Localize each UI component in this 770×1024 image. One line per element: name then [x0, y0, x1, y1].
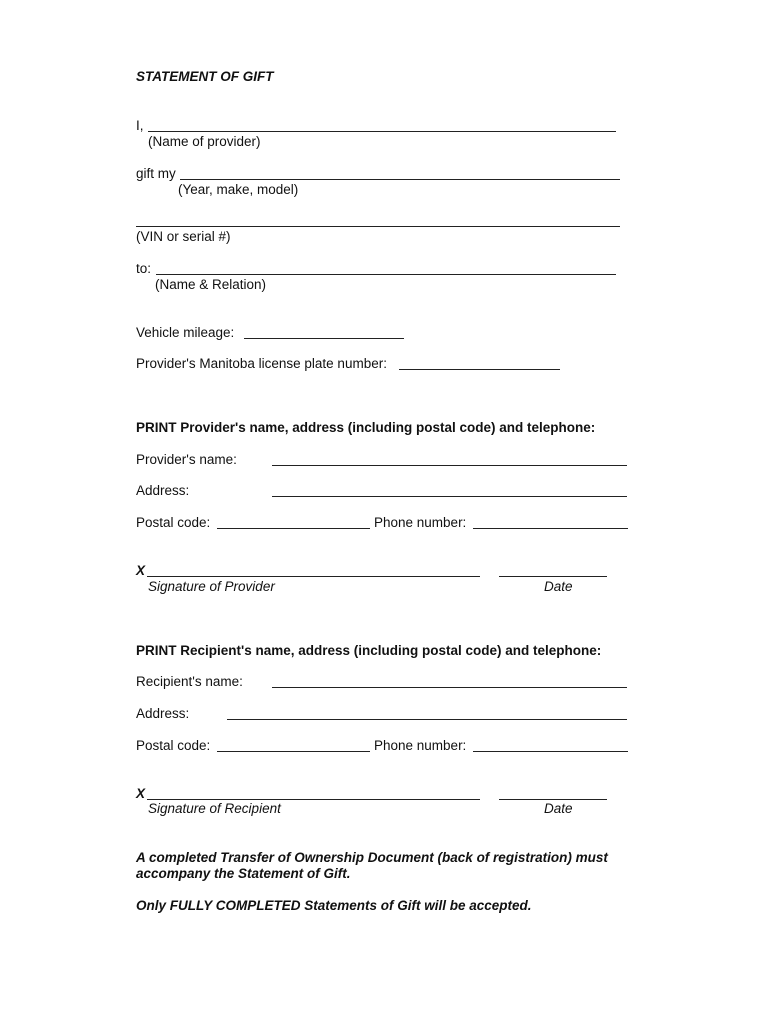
document-title: STATEMENT OF GIFT [136, 69, 274, 84]
provider-postal-label: Postal code: [136, 515, 211, 530]
plate-field[interactable] [399, 369, 560, 370]
provider-signature-field[interactable] [147, 576, 480, 577]
recipient-date-field[interactable] [499, 799, 607, 800]
vin-caption: (VIN or serial #) [136, 229, 231, 244]
plate-label: Provider's Manitoba license plate number: [136, 356, 387, 371]
mileage-label: Vehicle mileage: [136, 325, 235, 340]
vin-field[interactable] [136, 226, 620, 227]
provider-printed-name-field[interactable] [272, 465, 627, 466]
provider-phone-label: Phone number: [374, 515, 467, 530]
provider-name-caption: (Name of provider) [148, 134, 261, 149]
provider-address-label: Address: [136, 483, 190, 498]
provider-date-caption: Date [544, 579, 573, 594]
provider-name-field[interactable] [148, 131, 616, 132]
recipient-address-field[interactable] [227, 719, 627, 720]
transfer-note-line2: accompany the Statement of Gift. [136, 866, 351, 881]
vehicle-description-caption: (Year, make, model) [178, 182, 299, 197]
provider-signature-caption: Signature of Provider [148, 579, 275, 594]
provider-address-field[interactable] [272, 496, 627, 497]
recipient-section-heading: PRINT Recipient's name, address (including postal code) and telephone: [136, 643, 602, 658]
recipient-phone-field[interactable] [473, 751, 628, 752]
recipient-address-label: Address: [136, 706, 190, 721]
recipient-signature-caption: Signature of Recipient [148, 801, 281, 816]
recipient-name-label: Recipient's name: [136, 674, 243, 689]
provider-postal-field[interactable] [217, 528, 370, 529]
recipient-signature-field[interactable] [147, 799, 480, 800]
recipient-phone-label: Phone number: [374, 738, 467, 753]
provider-date-field[interactable] [499, 576, 607, 577]
provider-line-label: I, [136, 118, 144, 133]
mileage-field[interactable] [244, 338, 404, 339]
provider-name-label: Provider's name: [136, 452, 237, 467]
gift-line-label: gift my [136, 166, 176, 181]
recipient-postal-label: Postal code: [136, 738, 211, 753]
recipient-relation-field[interactable] [156, 274, 616, 275]
transfer-note-line1: A completed Transfer of Ownership Document (back of registration) must [136, 850, 608, 865]
to-line-label: to: [136, 261, 152, 276]
recipient-x-mark: X [136, 786, 146, 801]
vehicle-description-field[interactable] [180, 179, 620, 180]
completion-note: Only FULLY COMPLETED Statements of Gift will be accepted. [136, 898, 532, 913]
recipient-date-caption: Date [544, 801, 573, 816]
provider-phone-field[interactable] [473, 528, 628, 529]
recipient-postal-field[interactable] [217, 751, 370, 752]
recipient-printed-name-field[interactable] [272, 687, 627, 688]
provider-section-heading: PRINT Provider's name, address (including postal code) and telephone: [136, 420, 596, 435]
provider-x-mark: X [136, 563, 146, 578]
recipient-relation-caption: (Name & Relation) [155, 277, 267, 292]
